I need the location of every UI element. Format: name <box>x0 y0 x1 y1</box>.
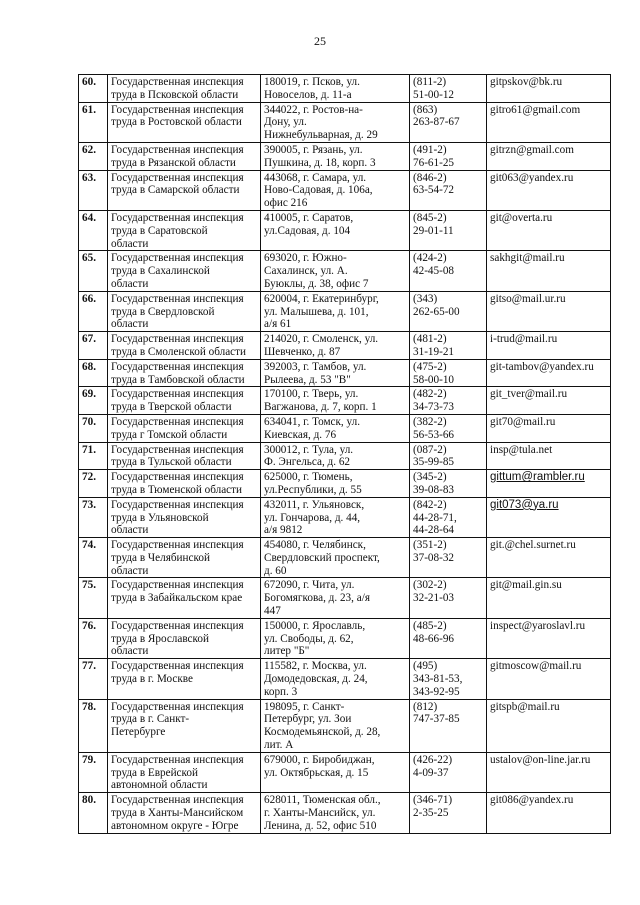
phone-cell <box>410 414 487 442</box>
address-line: Ново-Садовая, д. 106а, <box>264 184 373 197</box>
address-cell <box>261 497 410 537</box>
address-line: 198095, г. Санкт- <box>264 700 345 713</box>
address-line: 344022, г. Ростов-на- <box>264 103 363 116</box>
email-address: git_tver@mail.ru <box>490 388 568 401</box>
row-number: 63. <box>79 170 108 210</box>
address-line: Дону, ул. <box>264 116 307 129</box>
inspection-name-line: труда в Еврейской <box>111 766 198 779</box>
address-line: 115582, г. Москва, ул. <box>264 660 367 673</box>
address-cell <box>261 170 410 210</box>
address-line: Космодемьянской, д. 28, <box>264 726 381 739</box>
phone-line: 2-35-25 <box>413 807 449 820</box>
address-cell <box>261 102 410 142</box>
address-line: 392003, г. Тамбов, ул. <box>264 360 367 373</box>
email-cell <box>487 538 611 578</box>
inspection-name-line: Государственная инспекция <box>111 498 244 511</box>
address-line: а/я 61 <box>264 318 292 331</box>
email-address: gitspb@mail.ru <box>490 700 560 713</box>
phone-line: (812) <box>413 700 438 713</box>
phone-cell <box>410 170 487 210</box>
email-address: inspect@yaroslavl.ru <box>490 619 586 632</box>
email-address: git-tambov@yandex.ru <box>490 360 594 373</box>
table-row <box>79 332 611 360</box>
phone-line: 44-28-64 <box>413 524 455 537</box>
inspection-name-cell <box>108 414 261 442</box>
row-number: 68. <box>79 359 108 387</box>
address-line: 410005, г. Саратов, <box>264 211 354 224</box>
address-line: Сахалинск, ул. А. <box>264 265 348 278</box>
phone-line: 63-54-72 <box>413 184 455 197</box>
row-number: 70. <box>79 414 108 442</box>
email-address: git@overta.ru <box>490 211 553 224</box>
email-address: ustalov@on-line.jar.ru <box>490 753 591 766</box>
phone-line: (351-2) <box>413 539 447 552</box>
phone-cell <box>410 251 487 291</box>
phone-cell <box>410 332 487 360</box>
inspection-name-line: труда в Тюменской области <box>111 483 243 496</box>
address-line: Рылеева, д. 53 "В" <box>264 373 351 386</box>
table-row <box>79 75 611 103</box>
address-line: 390005, г. Рязань, ул. <box>264 143 363 156</box>
address-line: ул. Гончарова, д. 44, <box>264 511 361 524</box>
inspection-name-line: Государственная инспекция <box>111 76 244 88</box>
email-cell <box>487 578 611 618</box>
email-address: git.@chel.surnet.ru <box>490 539 576 552</box>
phone-cell <box>410 75 487 103</box>
phone-line: (475-2) <box>413 360 447 373</box>
phone-line: 76-61-25 <box>413 156 455 169</box>
address-line: ул. Свободы, д. 62, <box>264 632 354 645</box>
address-cell <box>261 538 410 578</box>
email-cell <box>487 332 611 360</box>
email-address: git70@mail.ru <box>490 415 556 428</box>
address-line: Пушкина, д. 18, корп. 3 <box>264 156 376 169</box>
email-address: sakhgit@mail.ru <box>490 252 565 265</box>
inspection-name-cell <box>108 538 261 578</box>
address-line: 625000, г. Тюмень, <box>264 471 353 484</box>
phone-cell <box>410 142 487 170</box>
inspection-name-line: труда в Рязанской области <box>111 156 236 169</box>
address-cell <box>261 359 410 387</box>
inspection-name-cell <box>108 251 261 291</box>
address-line: 432011, г. Ульяновск, <box>264 498 365 511</box>
inspection-name-line: области <box>111 237 149 250</box>
address-cell <box>261 414 410 442</box>
phone-line: 44-28-71, <box>413 511 457 524</box>
row-number: 79. <box>79 752 108 792</box>
inspection-name-line: труда в Тамбовской области <box>111 373 245 386</box>
row-number: 75. <box>79 578 108 618</box>
address-line: Вагжанова, д. 7, корп. 1 <box>264 401 377 414</box>
inspection-name-cell <box>108 793 261 833</box>
inspection-name-line: труда в Тверской области <box>111 401 232 414</box>
inspection-name-line: труда в г. Москве <box>111 673 193 686</box>
email-cell <box>487 442 611 470</box>
phone-line: (481-2) <box>413 333 447 346</box>
inspection-name-cell <box>108 752 261 792</box>
inspection-name-line: области <box>111 564 149 577</box>
phone-line: (485-2) <box>413 619 447 632</box>
phone-line: 34-73-73 <box>413 401 455 414</box>
inspection-name-line: Государственная инспекция <box>111 360 244 373</box>
phone-cell <box>410 578 487 618</box>
phone-cell <box>410 497 487 537</box>
address-cell <box>261 752 410 792</box>
phone-line: (346-71) <box>413 794 453 807</box>
table-row <box>79 699 611 752</box>
email-address: gitro61@gmail.com <box>490 103 581 116</box>
inspection-name-line: Государственная инспекция <box>111 415 244 428</box>
email-cell <box>487 170 611 210</box>
address-line: Ф. Энгельса, д. 62 <box>264 456 351 469</box>
phone-line: (863) <box>413 103 438 116</box>
address-line: 443068, г. Самара, ул. <box>264 171 367 184</box>
phone-line: 35-99-85 <box>413 456 455 469</box>
email-cell <box>487 752 611 792</box>
row-number: 77. <box>79 659 108 699</box>
address-line: Киевская, д. 76 <box>264 428 337 441</box>
inspection-name-line: труда в Челябинской <box>111 551 210 564</box>
inspection-registry-table <box>78 74 611 834</box>
address-line: Нижнебульварная, д. 29 <box>264 129 378 142</box>
row-number: 66. <box>79 291 108 331</box>
address-line: 300012, г. Тула, ул. <box>264 443 354 456</box>
email-cell <box>487 387 611 415</box>
table-row <box>79 387 611 415</box>
inspection-name-line: Государственная инспекция <box>111 333 244 346</box>
registry-body <box>79 75 611 834</box>
phone-line: 42-45-08 <box>413 265 455 278</box>
email-cell <box>487 75 611 103</box>
email-link[interactable]: git073@ya.ru <box>490 498 559 511</box>
phone-line: (424-2) <box>413 252 447 265</box>
row-number: 67. <box>79 332 108 360</box>
email-cell <box>487 659 611 699</box>
phone-cell <box>410 387 487 415</box>
phone-cell <box>410 442 487 470</box>
email-cell <box>487 497 611 537</box>
inspection-name-cell <box>108 470 261 498</box>
inspection-name-line: труда в Ханты-Мансийском <box>111 807 244 820</box>
inspection-name-line: Государственная инспекция <box>111 292 244 305</box>
inspection-name-cell <box>108 442 261 470</box>
phone-line: (343) <box>413 292 438 305</box>
inspection-name-line: Государственная инспекция <box>111 794 244 807</box>
address-line: ул. Малышева, д. 101, <box>264 305 369 318</box>
address-line: Новоселов, д. 11-а <box>264 88 352 101</box>
address-line: 180019, г. Псков, ул. <box>264 76 360 88</box>
email-address: gitmoscow@mail.ru <box>490 660 582 673</box>
inspection-name-line: труда в Ярославской <box>111 632 209 645</box>
phone-line: 262-65-00 <box>413 305 460 318</box>
phone-line: 29-01-11 <box>413 224 454 237</box>
table-row <box>79 442 611 470</box>
inspection-name-line: Государственная инспекция <box>111 443 244 456</box>
address-line: 620004, г. Екатеринбург, <box>264 292 379 305</box>
inspection-name-cell <box>108 142 261 170</box>
table-row <box>79 291 611 331</box>
inspection-name-line: области <box>111 524 149 537</box>
address-cell <box>261 142 410 170</box>
phone-line: 37-08-32 <box>413 551 455 564</box>
address-line: 628011, Тюменская обл., <box>264 794 381 807</box>
phone-cell <box>410 291 487 331</box>
address-cell <box>261 578 410 618</box>
email-address: gitso@mail.ur.ru <box>490 292 566 305</box>
table-row <box>79 251 611 291</box>
email-cell <box>487 618 611 658</box>
address-line: Петербург, ул. Зои <box>264 713 352 726</box>
phone-line: (811-2) <box>413 76 447 88</box>
inspection-name-line: Государственная инспекция <box>111 619 244 632</box>
inspection-name-line: труда в Свердловской <box>111 305 215 318</box>
page-number: 25 <box>314 34 326 48</box>
phone-cell <box>410 699 487 752</box>
address-line: 672090, г. Чита, ул. <box>264 579 355 592</box>
row-number: 60. <box>79 75 108 103</box>
address-cell <box>261 470 410 498</box>
address-cell <box>261 251 410 291</box>
phone-cell <box>410 102 487 142</box>
address-line: 679000, г. Биробиджан, <box>264 753 375 766</box>
inspection-name-line: Государственная инспекция <box>111 143 244 156</box>
inspection-name-cell <box>108 102 261 142</box>
address-cell <box>261 75 410 103</box>
inspection-name-line: автономном округе - Югре <box>111 819 239 832</box>
address-line: 693020, г. Южно- <box>264 252 347 265</box>
address-cell <box>261 618 410 658</box>
email-address: gitpskov@bk.ru <box>490 76 563 88</box>
table-row <box>79 578 611 618</box>
address-line: ул. Октябрьская, д. 15 <box>264 766 369 779</box>
inspection-name-cell <box>108 291 261 331</box>
phone-line: (482-2) <box>413 388 447 401</box>
phone-line: 58-00-10 <box>413 373 455 386</box>
inspection-name-line: области <box>111 277 149 290</box>
row-number: 64. <box>79 210 108 250</box>
address-line: д. 60 <box>264 564 287 577</box>
email-cell <box>487 470 611 498</box>
table-row <box>79 752 611 792</box>
inspection-name-line: Государственная инспекция <box>111 471 244 484</box>
inspection-name-line: Государственная инспекция <box>111 171 244 184</box>
phone-line: 31-19-21 <box>413 345 455 358</box>
email-address: git086@yandex.ru <box>490 794 574 807</box>
table-row <box>79 210 611 250</box>
phone-cell <box>410 618 487 658</box>
inspection-name-cell <box>108 210 261 250</box>
inspection-name-line: труда в г. Санкт- <box>111 713 190 726</box>
inspection-name-cell <box>108 699 261 752</box>
inspection-name-line: Государственная инспекция <box>111 211 244 224</box>
phone-cell <box>410 470 487 498</box>
inspection-name-line: труда в Ульяновской <box>111 511 209 524</box>
address-line: ул.Республики, д. 55 <box>264 483 362 496</box>
phone-line: 32-21-03 <box>413 592 455 605</box>
table-row <box>79 470 611 498</box>
table-row <box>79 497 611 537</box>
inspection-name-cell <box>108 75 261 103</box>
table-row <box>79 142 611 170</box>
phone-cell <box>410 538 487 578</box>
inspection-name-line: области <box>111 645 149 658</box>
table-row <box>79 793 611 833</box>
address-line: 454080, г. Челябинск, <box>264 539 366 552</box>
address-line: 447 <box>264 605 281 618</box>
inspection-name-line: труда в Ростовской области <box>111 116 242 129</box>
email-cell <box>487 142 611 170</box>
phone-line: (345-2) <box>413 471 447 484</box>
address-line: Свердловский проспект, <box>264 551 380 564</box>
inspection-name-line: Государственная инспекция <box>111 660 244 673</box>
phone-line: (302-2) <box>413 579 447 592</box>
inspection-name-line: Государственная инспекция <box>111 103 244 116</box>
email-cell <box>487 793 611 833</box>
inspection-name-line: труда в Забайкальском крае <box>111 592 243 605</box>
phone-line: 56-53-66 <box>413 428 455 441</box>
phone-line: 747-37-85 <box>413 713 460 726</box>
inspection-name-line: автономной области <box>111 779 208 792</box>
address-line: 214020, г. Смоленск, ул. <box>264 333 379 346</box>
phone-line: 343-92-95 <box>413 685 460 698</box>
table-row <box>79 538 611 578</box>
phone-line: (495) <box>413 660 438 673</box>
inspection-name-cell <box>108 497 261 537</box>
row-number: 78. <box>79 699 108 752</box>
phone-cell <box>410 752 487 792</box>
row-number: 65. <box>79 251 108 291</box>
phone-line: (426-22) <box>413 753 453 766</box>
row-number: 72. <box>79 470 108 498</box>
table-row <box>79 618 611 658</box>
address-line: Богомягкова, д. 23, а/я <box>264 592 370 605</box>
inspection-name-line: Петербурге <box>111 726 166 739</box>
table-row <box>79 102 611 142</box>
email-cell <box>487 414 611 442</box>
address-line: 634041, г. Томск, ул. <box>264 415 361 428</box>
inspection-name-line: труда в Псковской области <box>111 88 239 101</box>
phone-line: (846-2) <box>413 171 447 184</box>
row-number: 71. <box>79 442 108 470</box>
row-number: 76. <box>79 618 108 658</box>
inspection-name-line: труда в Сахалинской <box>111 265 210 278</box>
address-line: офис 216 <box>264 197 308 210</box>
row-number: 62. <box>79 142 108 170</box>
email-cell <box>487 210 611 250</box>
address-line: Буюклы, д. 38, офис 7 <box>264 277 369 290</box>
phone-line: (382-2) <box>413 415 447 428</box>
phone-cell <box>410 659 487 699</box>
email-cell <box>487 699 611 752</box>
address-cell <box>261 699 410 752</box>
inspection-name-line: Государственная инспекция <box>111 700 244 713</box>
phone-line: 343-81-53, <box>413 673 463 686</box>
inspection-name-cell <box>108 387 261 415</box>
inspection-name-line: Государственная инспекция <box>111 753 244 766</box>
inspection-name-line: Государственная инспекция <box>111 539 244 552</box>
inspection-name-cell <box>108 332 261 360</box>
inspection-name-cell <box>108 659 261 699</box>
phone-cell <box>410 793 487 833</box>
email-link[interactable]: gittum@rambler.ru <box>490 471 585 484</box>
inspection-name-line: области <box>111 318 149 331</box>
address-line: 150000, г. Ярославль, <box>264 619 366 632</box>
address-cell <box>261 210 410 250</box>
phone-line: (491-2) <box>413 143 447 156</box>
table-row <box>79 414 611 442</box>
address-line: корп. 3 <box>264 685 298 698</box>
table-row <box>79 359 611 387</box>
address-line: Шевченко, д. 87 <box>264 345 341 358</box>
phone-cell <box>410 210 487 250</box>
email-cell <box>487 251 611 291</box>
inspection-name-line: труда в Тульской области <box>111 456 232 469</box>
inspection-name-cell <box>108 578 261 618</box>
phone-line: (087-2) <box>413 443 447 456</box>
phone-line: (842-2) <box>413 498 447 511</box>
email-address: i-trud@mail.ru <box>490 333 558 346</box>
row-number: 61. <box>79 102 108 142</box>
phone-line: (845-2) <box>413 211 447 224</box>
phone-line: 263-87-67 <box>413 116 460 129</box>
row-number: 69. <box>79 387 108 415</box>
inspection-name-line: труда в Самарской области <box>111 184 240 197</box>
phone-cell <box>410 359 487 387</box>
address-line: Домодедовская, д. 24, <box>264 673 368 686</box>
inspection-name-line: Государственная инспекция <box>111 252 244 265</box>
address-cell <box>261 442 410 470</box>
email-address: git@mail.gin.su <box>490 579 562 592</box>
inspection-name-line: труда в Саратовской <box>111 224 208 237</box>
inspection-name-line: труда в Смоленской области <box>111 345 247 358</box>
inspection-name-cell <box>108 359 261 387</box>
address-line: литер "Б" <box>264 645 310 658</box>
row-number: 80. <box>79 793 108 833</box>
row-number: 73. <box>79 497 108 537</box>
email-address: insp@tula.net <box>490 443 553 456</box>
address-line: ул.Садовая, д. 104 <box>264 224 351 237</box>
address-line: а/я 9812 <box>264 524 303 537</box>
inspection-name-line: Государственная инспекция <box>111 388 244 401</box>
address-line: лит. А <box>264 739 294 752</box>
address-line: 170100, г. Тверь, ул. <box>264 388 359 401</box>
row-number: 74. <box>79 538 108 578</box>
address-cell <box>261 659 410 699</box>
phone-line: 51-00-12 <box>413 88 455 101</box>
address-line: г. Ханты-Мансийск, ул. <box>264 807 376 820</box>
email-cell <box>487 102 611 142</box>
address-cell <box>261 387 410 415</box>
email-cell <box>487 291 611 331</box>
email-address: gitrzn@gmail.com <box>490 143 574 156</box>
email-address: git063@yandex.ru <box>490 171 574 184</box>
inspection-name-cell <box>108 618 261 658</box>
address-cell <box>261 793 410 833</box>
phone-line: 39-08-83 <box>413 483 455 496</box>
table-row <box>79 170 611 210</box>
inspection-name-line: Государственная инспекция <box>111 579 244 592</box>
email-cell <box>487 359 611 387</box>
address-line: Ленина, д. 52, офис 510 <box>264 819 377 832</box>
inspection-name-line: труда г Томской области <box>111 428 228 441</box>
address-cell <box>261 332 410 360</box>
inspection-name-cell <box>108 170 261 210</box>
phone-line: 48-66-96 <box>413 632 455 645</box>
table-row <box>79 659 611 699</box>
address-cell <box>261 291 410 331</box>
phone-line: 4-09-37 <box>413 766 449 779</box>
